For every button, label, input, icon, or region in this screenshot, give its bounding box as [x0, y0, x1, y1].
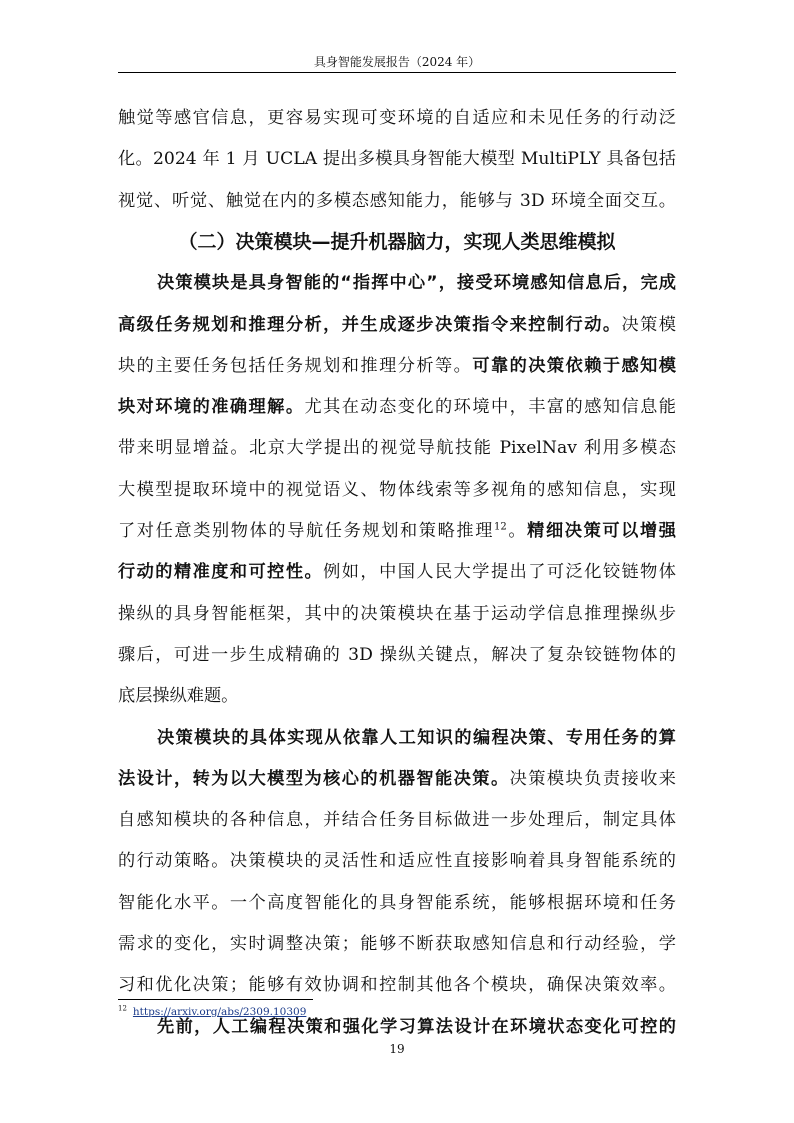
para1-text: 决策模	[621, 314, 676, 335]
para1-text: 块的主要任务包括任务规划和推理分析等。	[118, 355, 473, 376]
intro-line-1: 触觉等感官信息，更容易实现可变环境的自适应和未见任务的行动泛	[118, 108, 676, 128]
para1-line-4	[118, 387, 676, 427]
para1-line-3	[118, 346, 676, 386]
para2-line-1: 决策模块的具体实现从依靠人工知识的编程决策、专用任务的算	[157, 727, 676, 748]
para2-line-5: 智能化水平。一个高度智能化的具身智能系统，能够根据环境和任务	[118, 892, 676, 913]
para2-line-4: 的行动策略。决策模块的灵活性和适应性直接影响着具身智能系统的	[118, 851, 676, 872]
footnote-link[interactable]: https://arxiv.org/abs/2309.10309	[132, 1006, 307, 1018]
para1-text: 了对任意类别物体的导航任务规划和策略推理	[118, 521, 495, 541]
para1-emphasis: 高级任务规划和推理分析，并生成逐步决策指令来控制行动。	[118, 314, 622, 335]
running-header: 具身智能发展报告（2024 年）	[313, 55, 481, 69]
para1-line-7	[118, 511, 676, 551]
header-divider	[118, 72, 676, 73]
para1-line-2	[118, 305, 676, 345]
para2-line-7: 习和优化决策；能够有效协调和控制其他各个模块，确保决策效率。	[118, 975, 676, 996]
section-heading: （二）决策模块—提升机器脑力，实现人类思维模拟	[178, 230, 616, 253]
para1-line-1: 决策模块是具身智能的“指挥中心”，接受环境感知信息后，完成	[157, 273, 676, 294]
para2-line-3: 自感知模块的各种信息，并结合任务目标做进一步处理后，制定具体	[118, 810, 676, 831]
para1-emphasis: 行动的精准度和可控性。	[118, 562, 324, 583]
para2-emphasis: 法设计，转为以大模型为核心的机器智能决策。	[118, 768, 510, 789]
para1-emphasis: 块对环境的准确理解。	[118, 397, 305, 418]
para1-line-11: 底层操纵难题。	[118, 686, 239, 707]
para2-line-2	[118, 759, 676, 799]
para1-emphasis: 可靠的决策依赖于感知模	[472, 355, 676, 376]
para1-line-6: 大模型提取环境中的视觉语义、物体线索等多视角的感知信息，实现	[118, 479, 676, 500]
intro-line-2: 化。2024 年 1 月 UCLA 提出多模具身智能大模型 MultiPLY 具备包括	[118, 149, 676, 170]
para1-text: 例如，中国人民大学提出了可泛化铰链物体	[323, 562, 676, 583]
footnote-number: 12	[118, 1004, 127, 1013]
para2-line-6: 需求的变化，实时调整决策；能够不断获取感知信息和行动经验，学	[118, 934, 676, 954]
para3-line-1: 先前，人工编程决策和强化学习算法设计在环境状态变化可控的	[157, 1016, 676, 1037]
para1-emphasis: 精细决策可以增强	[527, 521, 676, 541]
para1-line-9: 操纵的具身智能框架，其中的决策模块在基于运动学信息推理操纵步	[118, 603, 676, 624]
para1-line-5: 带来明显增益。北京大学提出的视觉导航技能 PixelNav 利用多模态	[118, 438, 676, 459]
para1-text: 尤其在动态变化的环境中，丰富的感知信息能	[304, 397, 676, 418]
para1-text: 。	[506, 521, 528, 541]
para1-line-10: 骤后，可进一步生成精确的 3D 操纵关键点，解决了复杂铰链物体的	[118, 644, 676, 665]
intro-line-3: 视觉、听觉、触觉在内的多模态感知能力，能够与 3D 环境全面交互。	[118, 190, 676, 211]
footnote-ref[interactable]: 12	[494, 521, 507, 533]
page-number: 19	[389, 1042, 405, 1056]
para1-line-8	[118, 552, 676, 592]
para2-text: 决策模块负责接收来	[509, 768, 676, 789]
